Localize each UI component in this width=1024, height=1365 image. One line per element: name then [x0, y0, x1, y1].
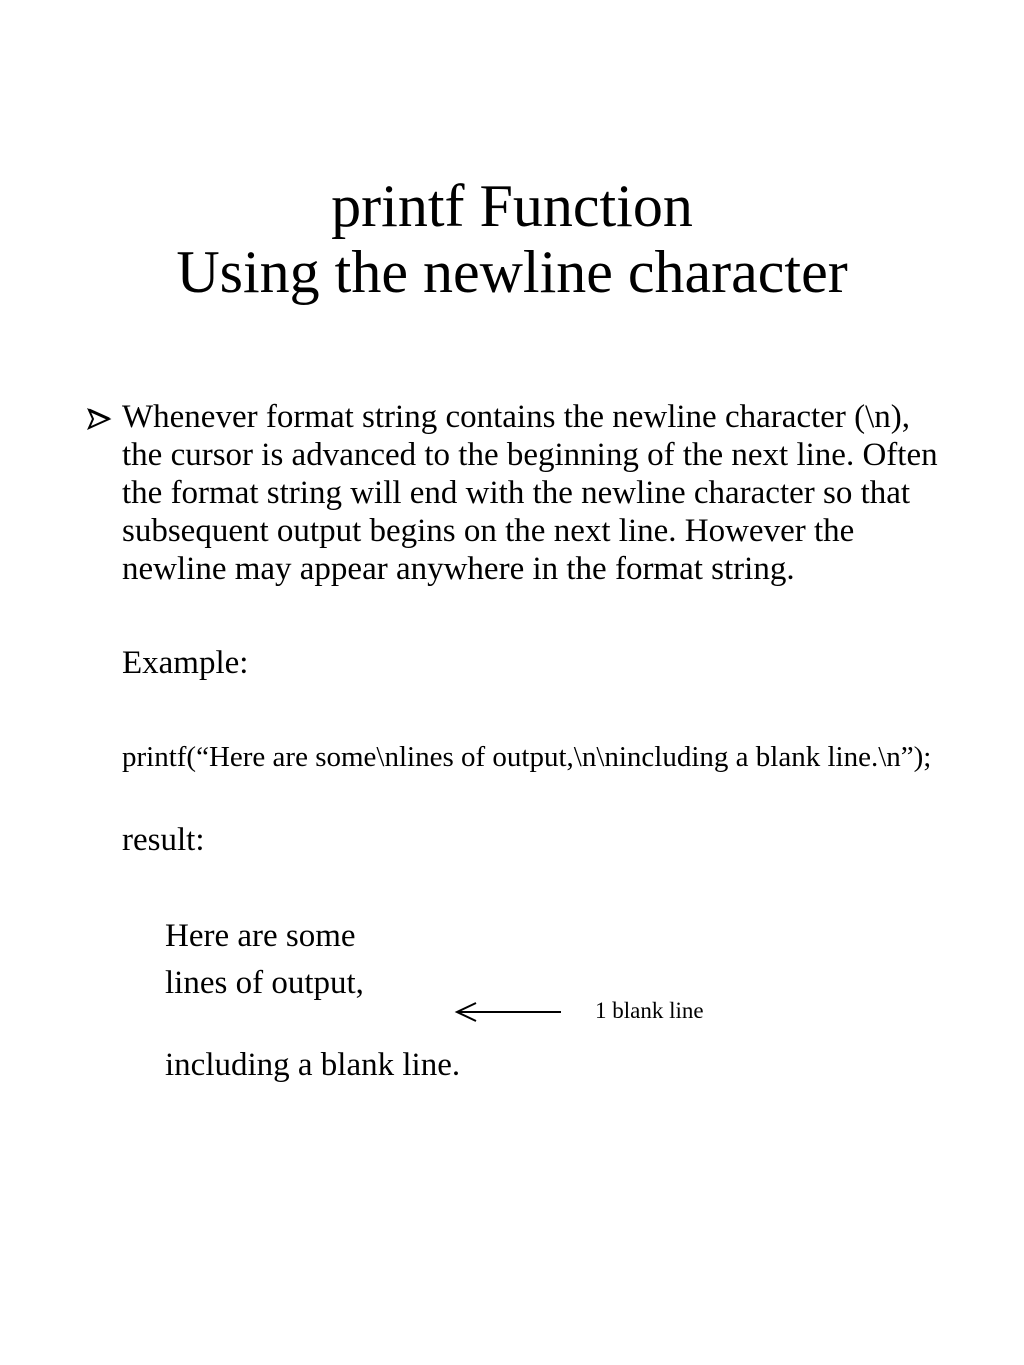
- example-label: Example:: [122, 645, 249, 681]
- program-output: [165, 913, 364, 1007]
- bullet-paragraph: [122, 398, 938, 588]
- arrowhead-bullet-icon: [86, 406, 112, 432]
- blank-line-annotation: 1 blank line: [595, 998, 704, 1023]
- bullet-paragraph-line: the format string will end with the newline character so that: [122, 475, 911, 511]
- title-line-1: printf Function: [331, 173, 693, 239]
- output-line: lines of output,: [165, 965, 364, 1001]
- bullet-paragraph-line: the cursor is advanced to the beginning of the next line. Often: [122, 437, 938, 473]
- output-last-line: including a blank line.: [165, 1047, 461, 1083]
- bullet-paragraph-line: subsequent output begins on the next line. However the: [122, 513, 855, 549]
- arrow-left-icon: [450, 999, 564, 1025]
- output-line: Here are some: [165, 918, 356, 954]
- bullet-paragraph-line: Whenever format string contains the newline character (\n),: [122, 399, 910, 435]
- result-label: result:: [122, 822, 205, 858]
- printf-code-line: printf(“Here are some\nlines of output,\n\nincluding a blank line.\n”);: [122, 741, 932, 773]
- bullet-paragraph-line: newline may appear anywhere in the format string.: [122, 551, 795, 587]
- title-line-2: Using the newline character: [176, 239, 848, 305]
- slide-title: [0, 173, 1024, 305]
